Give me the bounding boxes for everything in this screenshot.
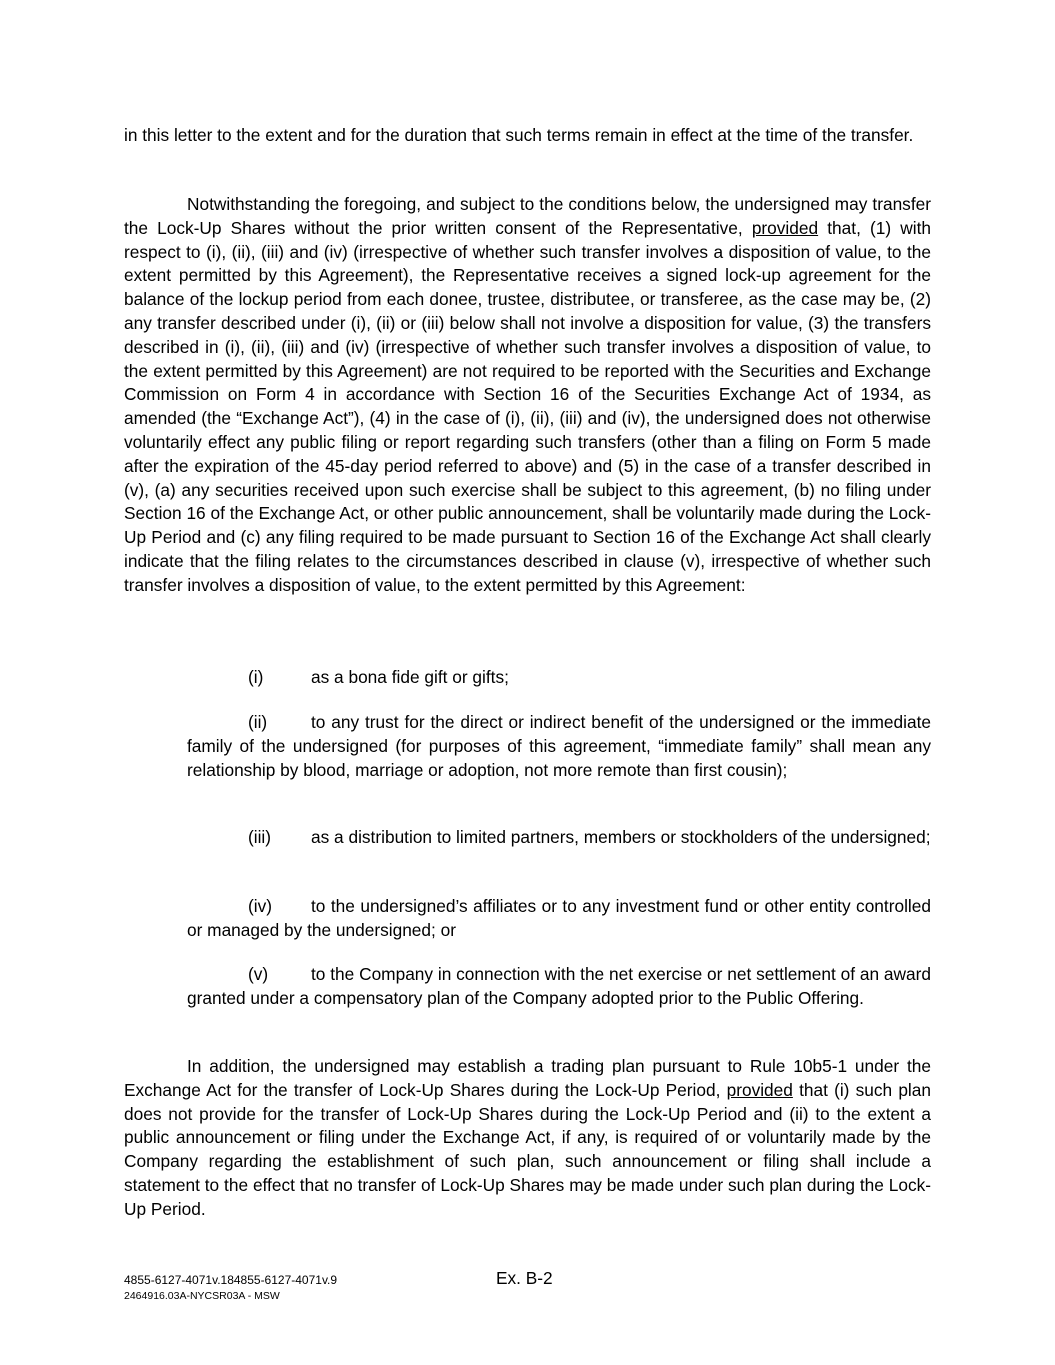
- paragraph-continuation: [124, 124, 931, 148]
- paragraph-text: that, (1) with respect to (i), (ii), (iii) and (iv) (irrespective of whether such transfer involves a disposition of value, to the extent permitted by this Agreement), the Representative receives a signed lock-up agreement for the balance of the lockup period from each donee, trustee, distributee, or transferee, as the case may be, (2) any transfer described under (i), (ii) or (iii) below shall not involve a disposition for value, (3) the transfers described in (i), (ii), (iii) and (iv) (irrespective of whether such transfer involves a disposition of value, to the extent permitted by this Agreement) are not required to be reported with the Securities and Exchange Commission on Form 4 in accordance with Section 16 of the Securities Exchange Act of 1934, as amended (the “Exchange Act”), (4) in the case of (i), (ii), (iii) and (iv), the undersigned does not otherwise voluntarily effect any public filing or report regarding such transfers (other than a filing on Form 5 made after the expiration of the 45-day period referred to above) and (5) in the case of a transfer described in (v), (a) any securities received upon such exercise shall be subject to this agreement, (b) no filing under Section 16 of the Exchange Act, or other public announcement, shall be voluntarily made during the Lock-Up Period and (c) any filing required to be made pursuant to Section 16 of the Exchange Act shall clearly indicate that the filing relates to the circumstances described in clause (v), irrespective of whether such transfer involves a disposition of value, to the extent permitted by this Agreement:: [124, 217, 931, 595]
- list-item: [187, 711, 931, 782]
- paragraph-text: that (i) such plan does not provide for the transfer of Lock-Up Shares during the Lock-Up Period and (ii) to the extent a public announcement or filing under the Exchange Act, if any, is required of or voluntarily made by the Company regarding the establishment of such plan, such announcement or filing shall include a statement to the effect that no transfer of Lock-Up Shares may be made under such plan during the Lock-Up Period.: [124, 1079, 931, 1219]
- list-item: [187, 963, 931, 1011]
- list-item: [187, 895, 931, 943]
- list-item-number: (iii): [248, 827, 272, 847]
- paragraph-text: In addition, the undersigned may establish a trading plan pursuant to Rule 10b5-1 under the Exchange Act for the transfer of Lock-Up Shares during the Lock-Up Period,: [124, 1056, 931, 1100]
- list-item-text: to the undersigned’s affiliates or to any investment fund or other entity controlled or managed by the undersigned; or: [187, 896, 931, 940]
- footer-doc-id-line2: 2464916.03A-NYCSR03A - MSW: [124, 1290, 280, 1302]
- list-item: [187, 666, 931, 690]
- footer-doc-id-line1: 4855-6127-4071v.184855-6127-4071v.9: [124, 1273, 338, 1287]
- list-item-text: to the Company in connection with the net exercise or net settlement of an award granted under a compensatory plan of the Company adopted prior to the Public Offering.: [187, 964, 931, 1008]
- paragraph-text: in this letter to the extent and for the duration that such terms remain in effect at the time of the transfer.: [124, 125, 914, 145]
- footer-doc-id: [124, 1272, 337, 1304]
- paragraph-trading-plan: [124, 1055, 931, 1222]
- paragraph-text: Notwithstanding the foregoing, and subject to the conditions below, the undersigned may transfer the Lock-Up Shares without the prior written consent of the Representative,: [124, 194, 931, 238]
- list-item: [187, 826, 931, 850]
- provided-term: provided: [726, 1079, 793, 1100]
- list-item-text: as a distribution to limited partners, members or stockholders of the undersigned;: [311, 827, 931, 847]
- page-label: Ex. B-2: [496, 1268, 553, 1288]
- paragraph-transfer-exceptions: [124, 193, 931, 598]
- list-item-number: (v): [248, 964, 269, 984]
- provided-term: provided: [751, 217, 819, 238]
- list-item-number: (ii): [248, 712, 268, 732]
- list-item-number: (iv): [248, 896, 272, 916]
- list-item-text: as a bona fide gift or gifts;: [311, 667, 509, 687]
- list-item-number: (i): [248, 667, 264, 687]
- list-item-text: to any trust for the direct or indirect benefit of the undersigned or the immediate family of the undersigned (for purposes of this agreement, “immediate family” shall mean any relationship by blood, marriage or adoption, not more remote than first cousin);: [187, 712, 931, 780]
